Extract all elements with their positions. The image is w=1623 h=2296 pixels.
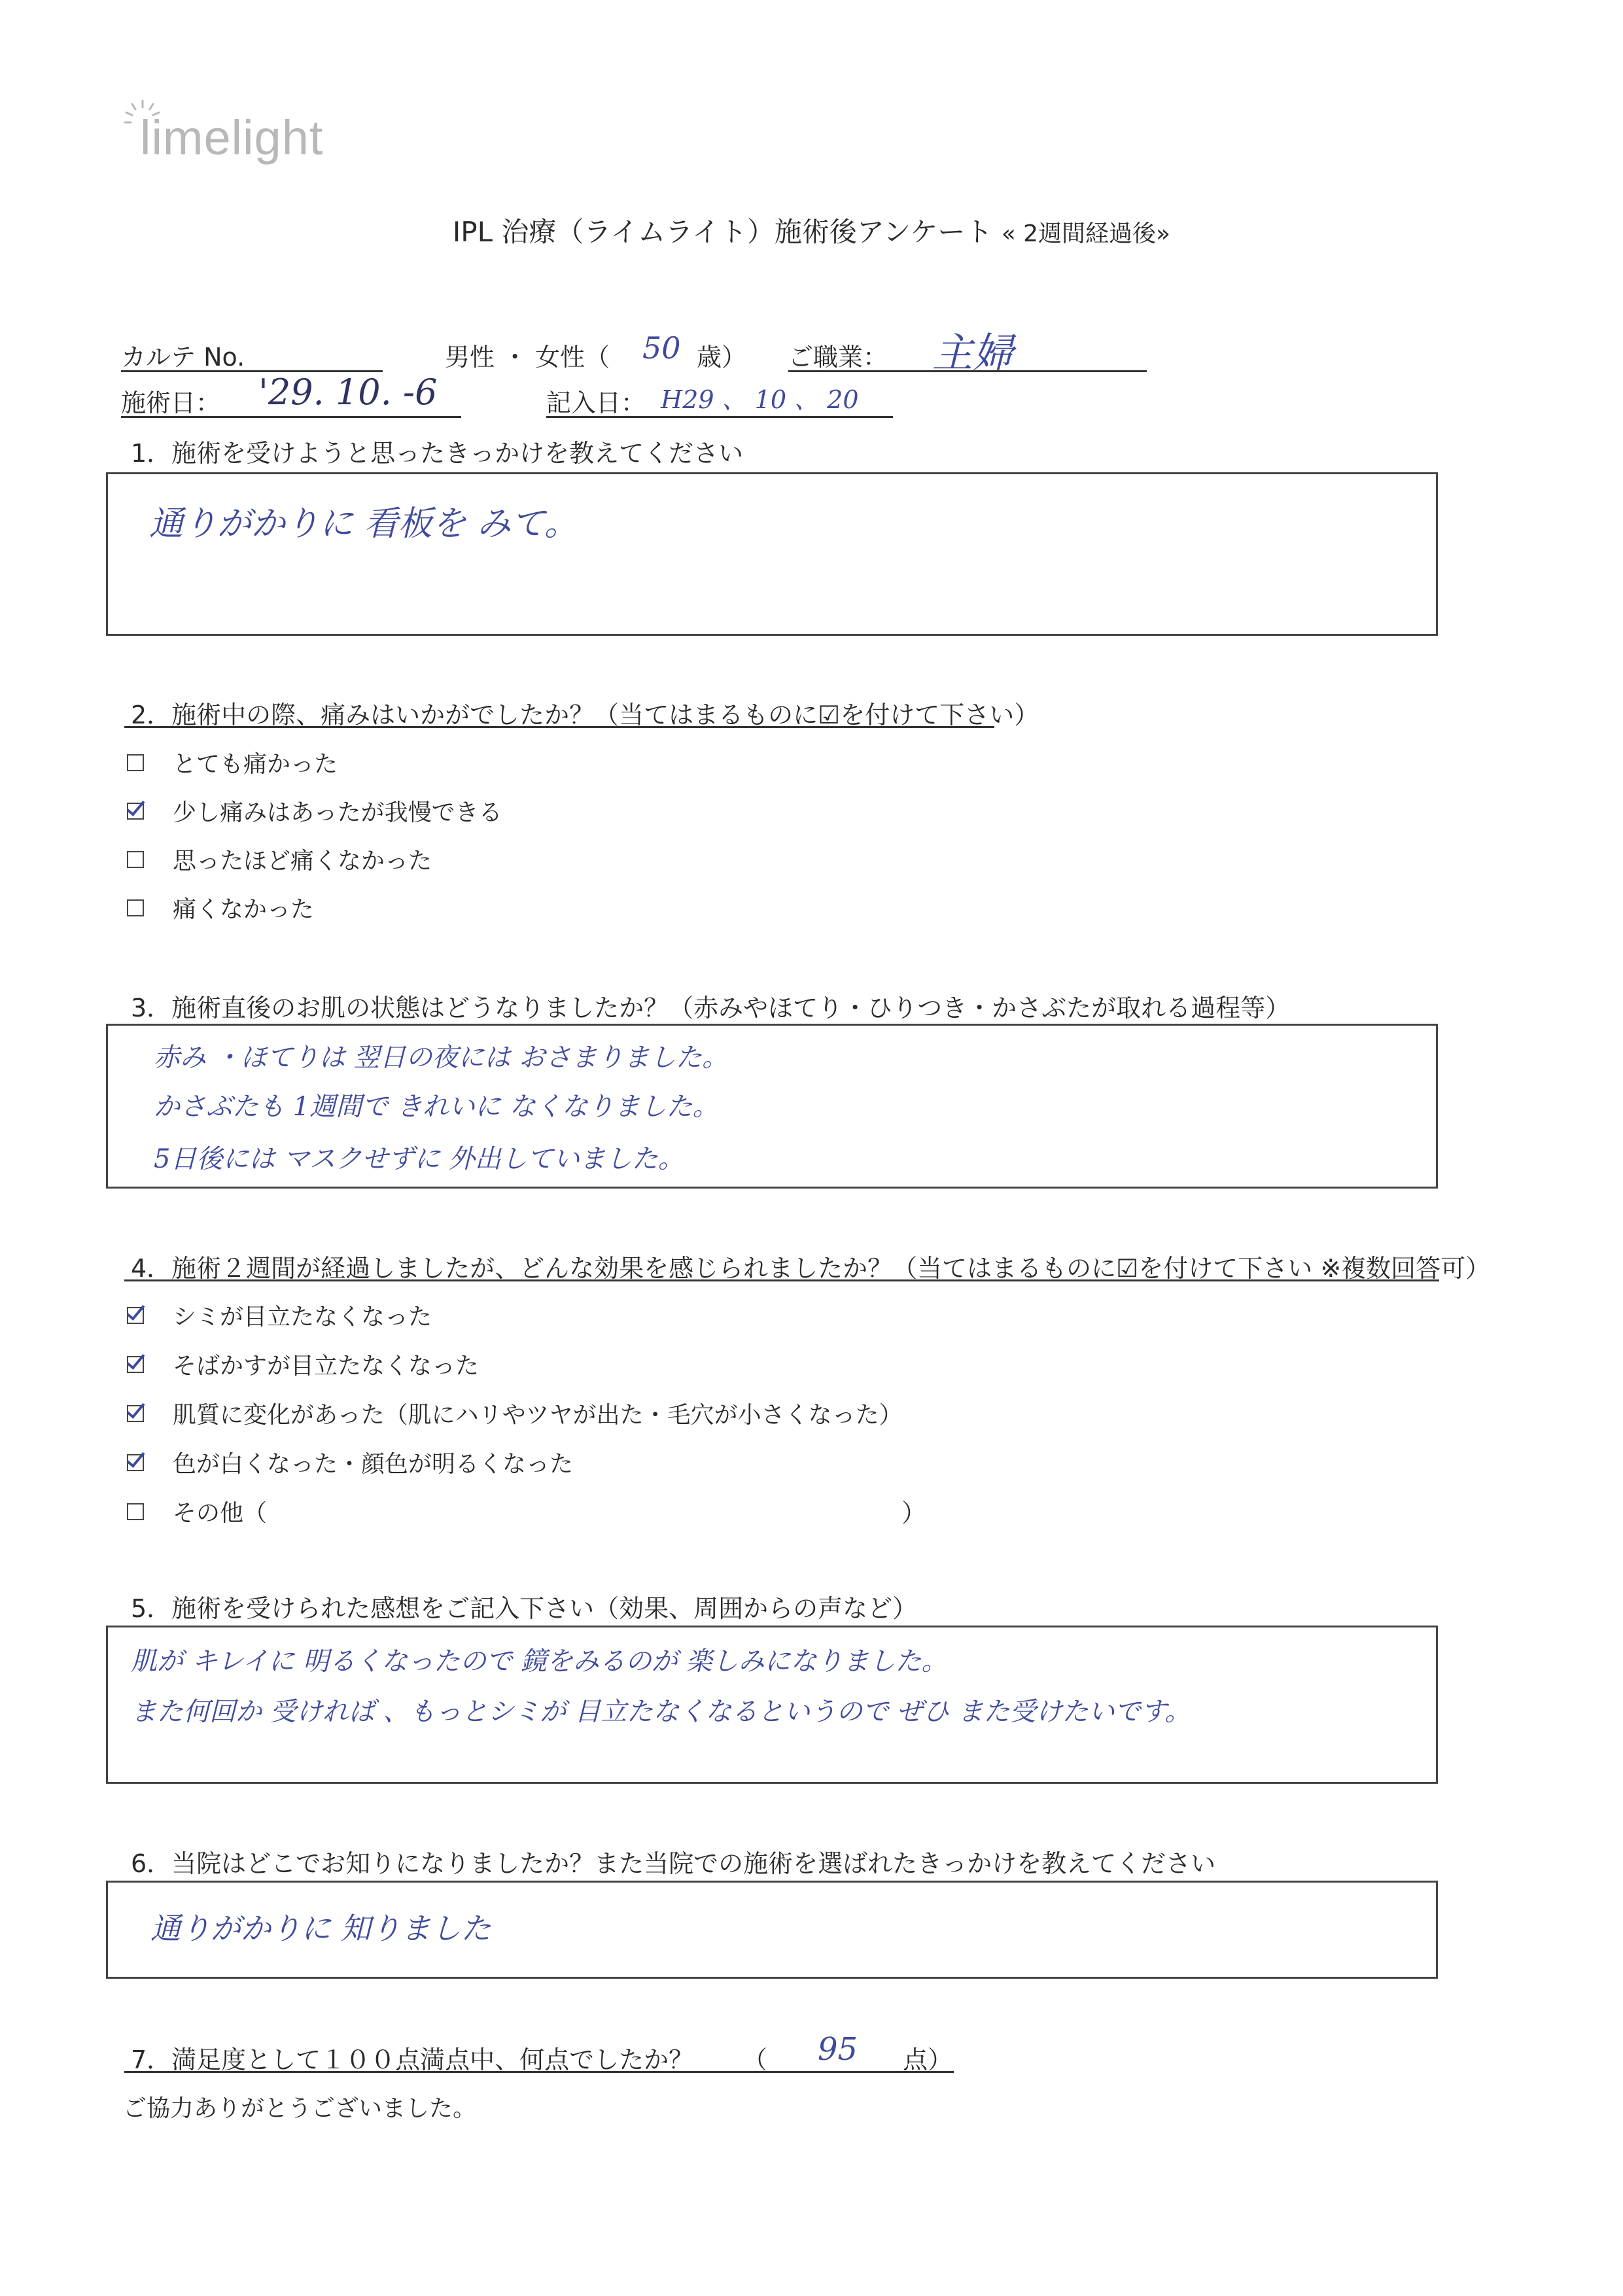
q4-option-4[interactable] <box>127 1446 573 1479</box>
job-label: ご職業： <box>788 343 888 372</box>
q1-answer: 通りがかりに 看板を みて。 <box>149 504 579 544</box>
q3-answer-line-2: かさぶたも 1週間で きれいに なくなりました。 <box>154 1092 719 1122</box>
q3-answer-line-1: 赤み ・ほてりは 翌日の夜には おさまりました。 <box>154 1043 729 1073</box>
q7-score: 95 <box>818 2031 858 2068</box>
q7-open-paren: （ <box>742 2045 768 2074</box>
q4-other-close: ） <box>901 1499 927 1527</box>
q7-question: 7．満足度として１００点満点中、何点でしたか？ <box>131 2045 694 2074</box>
option-label: 思ったほど痛くなかった <box>173 848 432 875</box>
option-label: とても痛かった <box>173 751 338 778</box>
checked-checkbox-icon[interactable] <box>127 1454 144 1471</box>
q6-question: 6．当院はどこでお知りになりましたか？また当院での施術を選ばれたきっかけを教えてください <box>131 1849 1216 1878</box>
page-title <box>0 211 1623 250</box>
checked-checkbox-icon[interactable] <box>127 803 144 820</box>
age-value: 50 <box>642 330 681 366</box>
q2-option-4[interactable] <box>127 891 314 924</box>
q1-question: 1．施術を受けようと思ったきっかけを教えてください <box>131 439 744 468</box>
q4-option-2[interactable] <box>127 1348 479 1381</box>
q5-answer-line-2: また何回か 受ければ 、もっとシミが 目立たなくなるというので ぜひ また受けたいです。 <box>131 1697 1191 1727</box>
option-label: 少し痛みはあったが我慢できる <box>173 799 502 826</box>
q4-option-5[interactable] <box>127 1495 267 1528</box>
checkbox-icon[interactable] <box>127 899 144 916</box>
q2-option-3[interactable] <box>127 843 432 876</box>
brand-logo <box>123 98 339 170</box>
q4-underline <box>124 1279 1439 1281</box>
q3-answer-line-3: 5日後には マスクせずに 外出していました。 <box>154 1144 684 1174</box>
q3-question: 3．施術直後のお肌の状態はどうなりましたか？（赤みやほてり・ひりつき・かさぶたが取れる過程等） <box>131 994 1291 1022</box>
title-sub: « 2週間経過後» <box>1001 220 1171 247</box>
treatment-date-value: '29. 10. -6 <box>258 372 438 413</box>
option-label: シミが目立たなくなった <box>173 1304 432 1331</box>
q5-answer-line-1: 肌が キレイに 明るくなったので 鏡をみるのが 楽しみになりました。 <box>131 1646 948 1677</box>
thanks-message: ご協力ありがとうございました。 <box>123 2095 477 2122</box>
checked-checkbox-icon[interactable] <box>127 1405 144 1422</box>
checkbox-icon[interactable] <box>127 1503 144 1520</box>
gender-label: 男性 ・ 女性（ <box>445 343 610 372</box>
job-underline <box>788 370 1147 372</box>
q6-answer: 通りがかりに 知りました <box>150 1911 491 1946</box>
age-suffix: 歳） <box>697 343 747 372</box>
karte-label: カルテ No. <box>121 343 245 372</box>
option-label: そばかすが目立たなくなった <box>173 1353 480 1380</box>
q7-suffix: 点） <box>903 2045 953 2074</box>
title-main: IPL 治療（ライムライト）施術後アンケート <box>452 216 993 248</box>
q4-option-1[interactable] <box>127 1298 432 1332</box>
q7-underline <box>124 2071 954 2073</box>
entry-date-underline <box>546 416 893 418</box>
option-label: その他（ <box>173 1500 268 1527</box>
q2-question: 2．施術中の際、痛みはいかがでしたか？（当てはまるものに☑を付けて下さい） <box>131 701 1039 729</box>
checked-checkbox-icon[interactable] <box>127 1356 144 1373</box>
q5-question: 5．施術を受けられた感想をご記入下さい（効果、周囲からの声など） <box>131 1594 918 1623</box>
logo-text: limelight <box>140 111 324 165</box>
entry-date-value: H29 、 10 、 20 <box>661 385 859 414</box>
treatment-date-label: 施術日： <box>121 389 221 417</box>
checkbox-icon[interactable] <box>127 754 144 771</box>
q2-option-1[interactable] <box>127 746 338 779</box>
option-label: 色が白くなった・顔色が明るくなった <box>173 1451 574 1478</box>
checkbox-icon[interactable] <box>127 851 144 868</box>
option-label: 肌質に変化があった（肌にハリやツヤが出た・毛穴が小さくなった） <box>173 1402 903 1429</box>
q2-option-2[interactable] <box>127 794 502 827</box>
job-value: 主婦 <box>932 329 1014 377</box>
option-label: 痛くなかった <box>173 896 315 923</box>
q2-underline <box>124 726 994 728</box>
q4-question: 4．施術２週間が経過しましたが、どんな効果を感じられましたか？（当てはまるものに☑を付けて下さい ※複数回答可） <box>131 1254 1491 1283</box>
entry-date-label: 記入日： <box>546 389 646 417</box>
checked-checkbox-icon[interactable] <box>127 1307 144 1324</box>
q4-option-3[interactable] <box>127 1397 903 1430</box>
treatment-date-underline <box>121 416 461 418</box>
